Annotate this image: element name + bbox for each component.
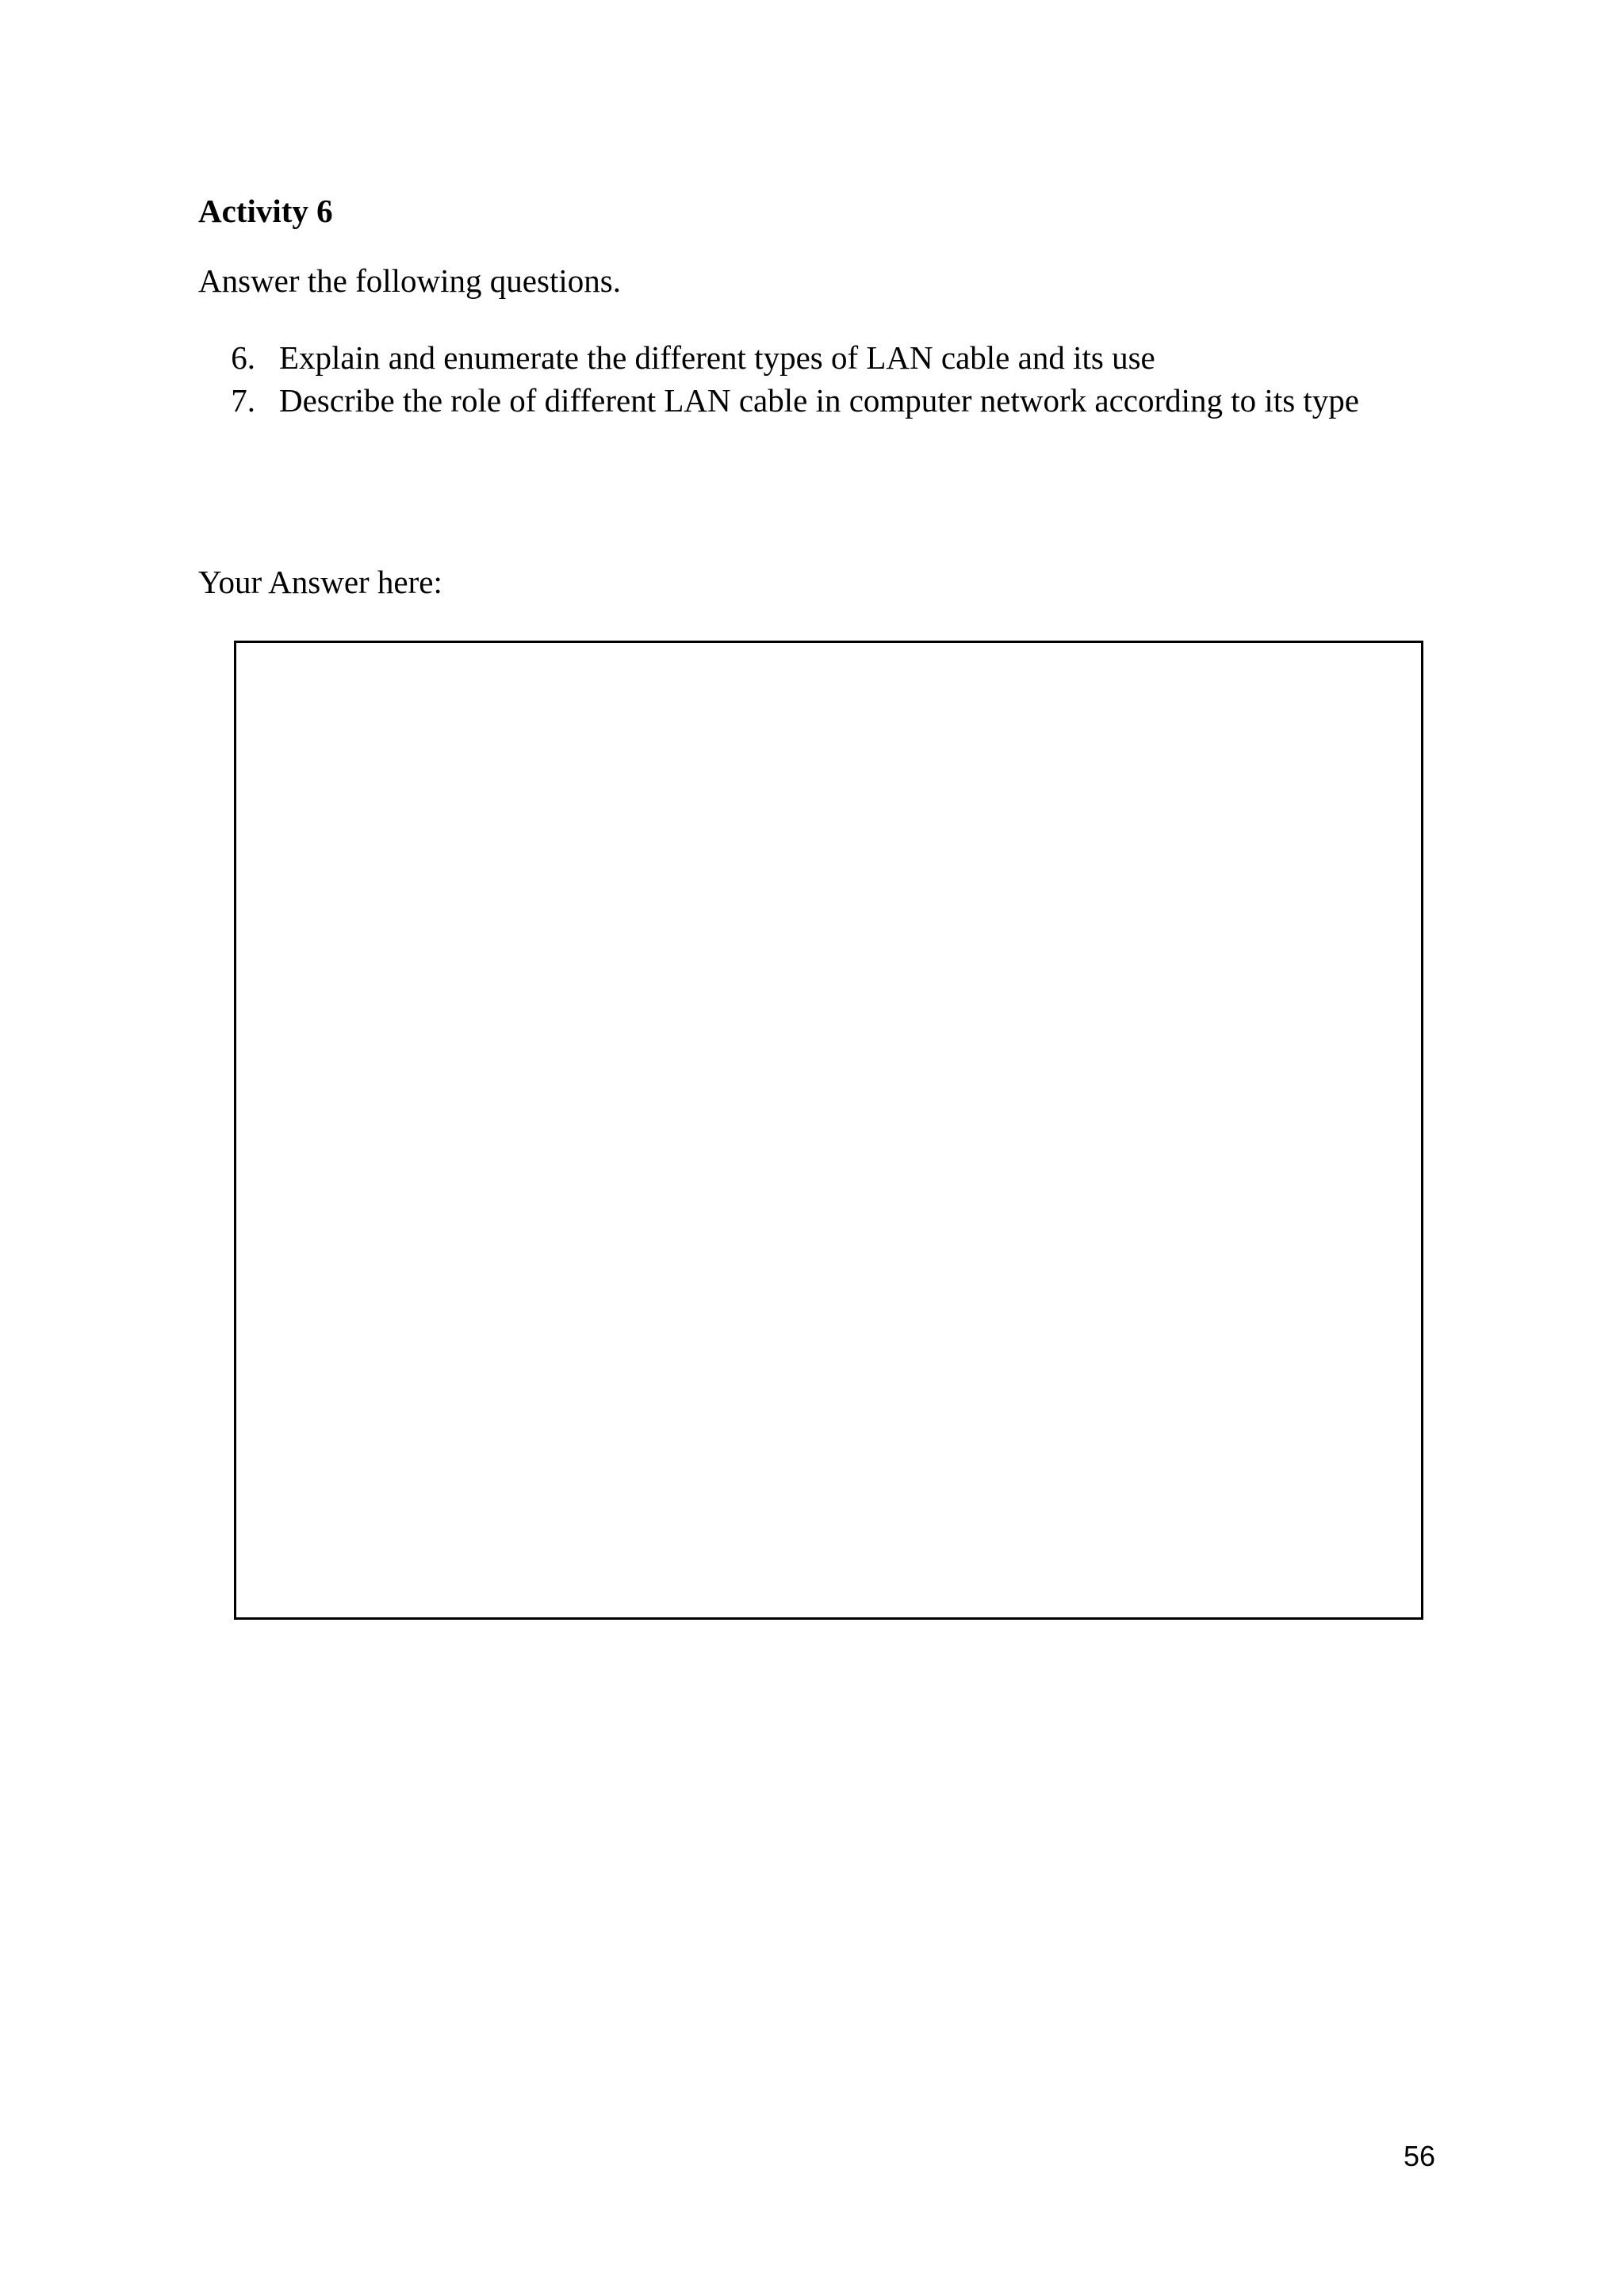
activity-title: Activity 6: [198, 193, 333, 229]
question-list: [198, 336, 1359, 422]
answer-box[interactable]: [234, 641, 1423, 1620]
page-number: 56: [1404, 2140, 1436, 2172]
question-number: 6.: [231, 339, 255, 376]
question-item-7: [198, 379, 1359, 422]
answer-label: Your Answer here:: [198, 564, 442, 600]
question-text: Explain and enumerate the different types of LAN cable and its use: [279, 339, 1155, 376]
question-number: 7.: [231, 382, 255, 419]
question-item-6: [198, 336, 1359, 379]
question-text: Describe the role of different LAN cable in computer network according to its type: [279, 382, 1360, 419]
instructions-text: Answer the following questions.: [198, 262, 621, 299]
